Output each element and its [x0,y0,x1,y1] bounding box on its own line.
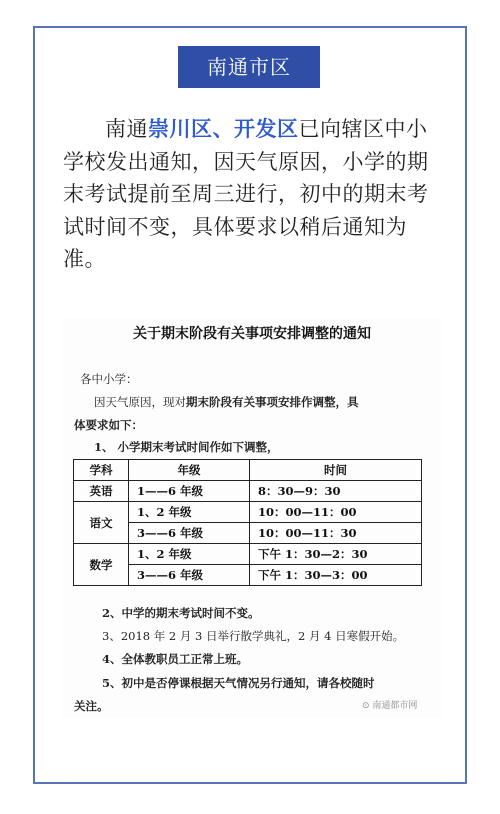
table-header: 年级 [129,460,250,481]
intro-prefix: 南通 [105,117,148,141]
table-row [74,502,422,523]
section-title: 南通市区 [178,46,320,88]
table-cell-grade: 3——6 年级 [129,523,250,544]
table-cell-time: 8：30—9：30 [250,481,422,502]
notice-body-prefix: 因天气原因，现对 [94,395,186,409]
intro-rest: 已向辖区中小学校发出通知，因天气原因，小学的期末考试提前至周三进行，初中的期末考试时间不变，具体要求以稍后通知为准。 [63,117,429,271]
table-header: 时间 [250,460,422,481]
table-cell-time: 10：00—11：30 [250,523,422,544]
notice-item-2: 2、中学的期末考试时间不变。 [102,606,260,620]
table-cell-time: 下午 1：30—2：30 [250,544,422,565]
table-header: 学科 [74,460,129,481]
table-row [74,544,422,565]
intro-paragraph [63,113,435,276]
notice-body-bold: 期末阶段有关事项安排作调整，具 [186,395,359,409]
watermark-logo-icon: ⊙ [362,701,373,711]
notice-item-3: 3、2018 年 2 月 3 日举行散学典礼，2 月 4 日寒假开始。 [102,629,405,643]
notice-item-5-cont: 关注。 [74,699,109,713]
watermark [362,698,417,711]
table-cell-subject: 英语 [74,481,129,502]
table-header-row [74,460,422,481]
exam-schedule-table [73,459,422,586]
table-cell-subject: 语文 [74,502,129,544]
notice-item-5: 5、初中是否停课根据天气情况另行通知，请各校随时 [102,676,375,690]
table-cell-time: 下午 1：30—3：00 [250,565,422,586]
district-name: 开发区 [234,117,299,141]
notice-salutation: 各中小学： [80,372,138,386]
table-row [74,481,422,502]
notice-title: 关于期末阶段有关事项安排调整的通知 [133,326,371,342]
table-cell-time: 10：00—11：00 [250,502,422,523]
notice-document-image [62,318,442,718]
watermark-text: 南通都市网 [372,701,418,711]
notice-body-line1 [94,394,359,410]
notice-item-4: 4、全体教职员工正常上班。 [102,652,249,666]
district-name: 崇川区 [148,117,213,141]
table-cell-grade: 1、2 年级 [129,544,250,565]
table-cell-grade: 1、2 年级 [129,502,250,523]
district-separator: 、 [212,117,234,141]
notice-body-line2: 体要求如下： [74,418,143,432]
notice-item-1: 1、 小学期末考试时间作如下调整， [94,440,279,454]
table-cell-grade: 1——6 年级 [129,481,250,502]
table-cell-grade: 3——6 年级 [129,565,250,586]
table-cell-subject: 数学 [74,544,129,586]
